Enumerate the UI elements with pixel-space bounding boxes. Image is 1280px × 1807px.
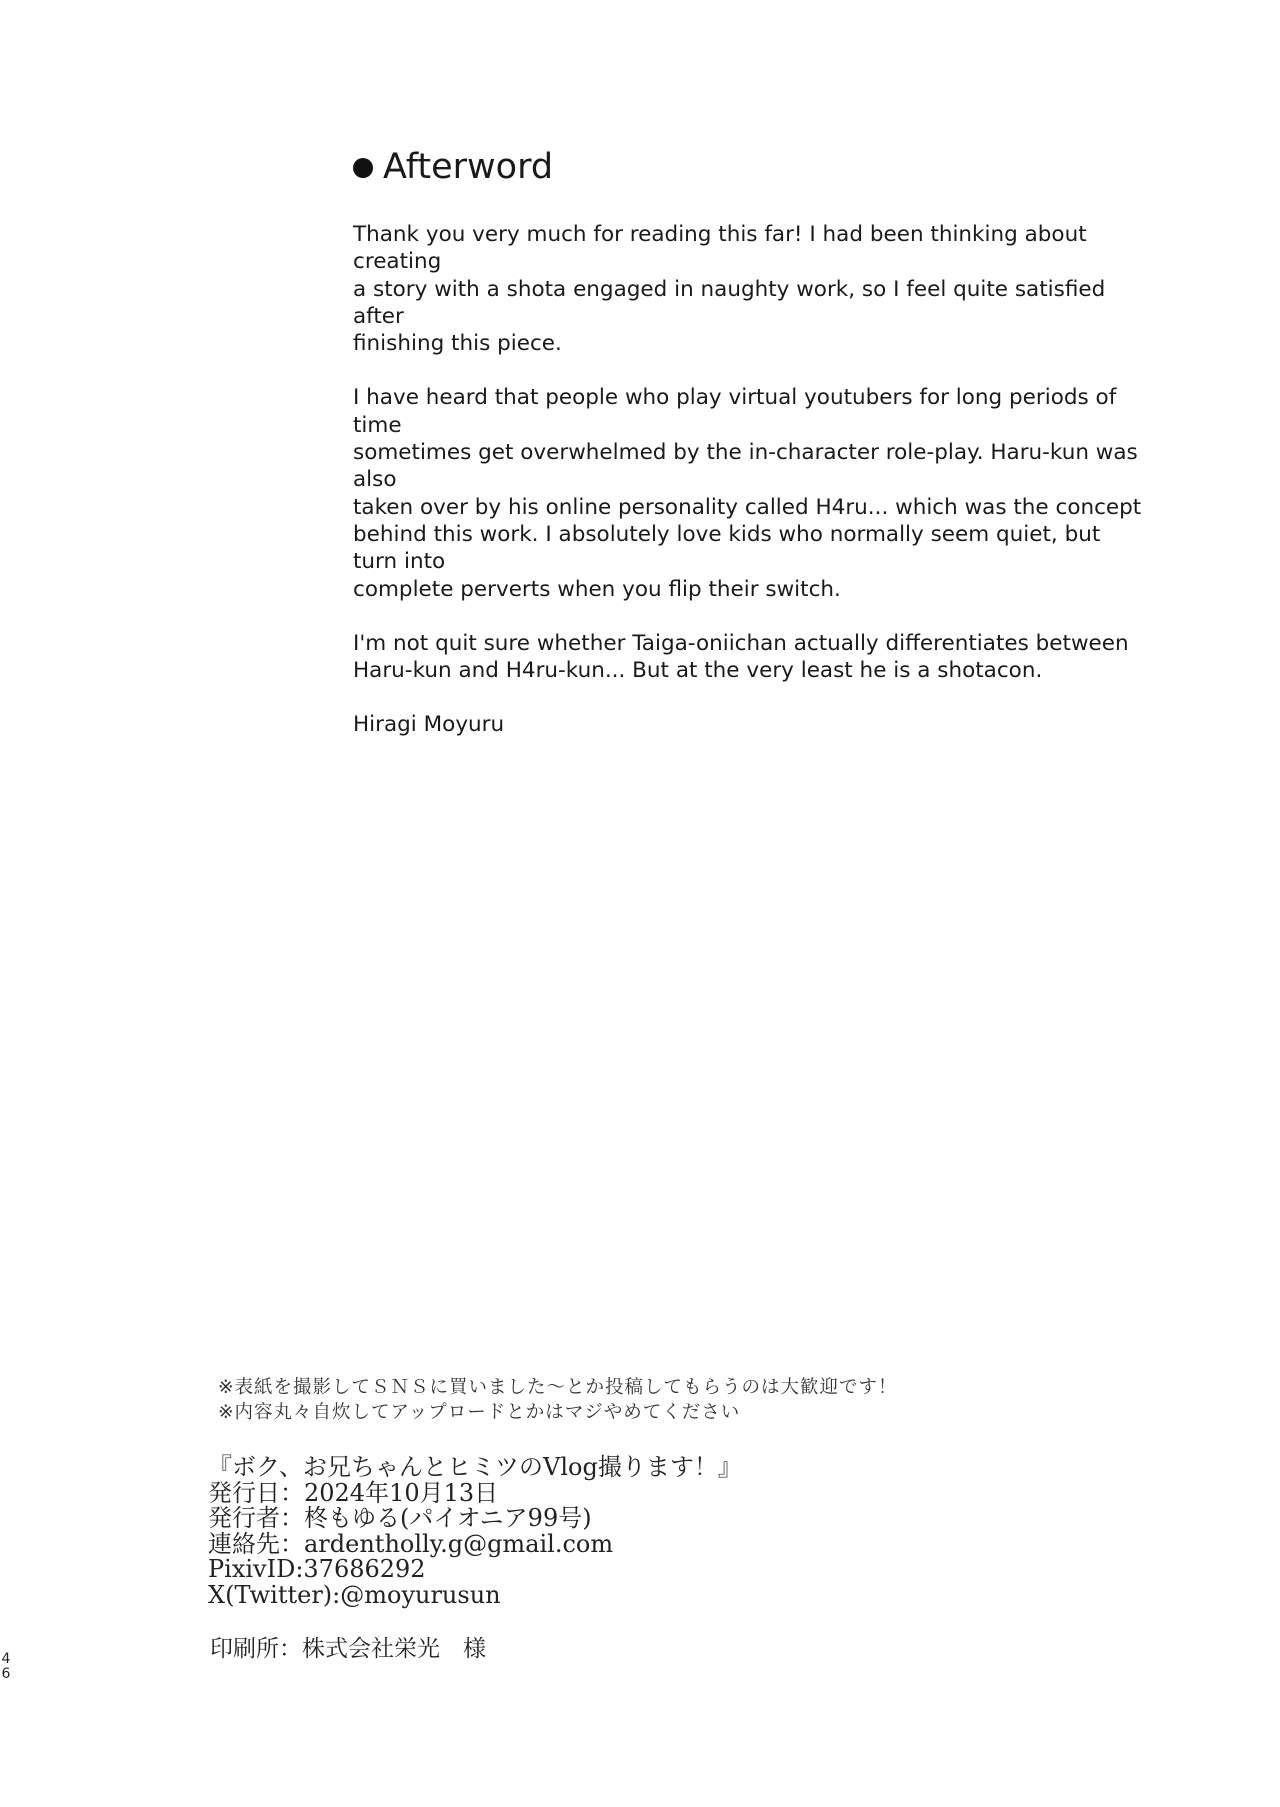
afterword-paragraph-2: I have heard that people who play virtual youtubers for long periods of time sometimes get overwhelmed by the in-character role-play. Haru-kun was also taken over by his online personality called H4ru... which was the concept behind this work. I absolutely love kids who normally seem quiet, but turn into complete perverts when you flip their switch.	[353, 385, 1142, 602]
colophon-title: 『ボク、お兄ちゃんとヒミツのVlog撮ります！』	[208, 1453, 742, 1481]
author-signature: Hiragi Moyuru	[353, 712, 505, 738]
colophon-contact: 連絡先：ardentholly.g@gmail.com	[208, 1529, 614, 1558]
colophon-date: 発行日：2024年10月13日	[208, 1478, 499, 1507]
printer-line: 印刷所：株式会社栄光 様	[210, 1636, 486, 1662]
colophon-pixiv: PixivID:37686292	[208, 1555, 426, 1584]
afterword-section	[353, 147, 1143, 738]
afterword-paragraph-3: I'm not quit sure whether Taiga-oniichan actually differentiates between Haru-kun and H4ru-kun... But at the very least he is a shotacon.	[353, 630, 1129, 684]
note-line-1: ※表紙を撮影してＳＮＳに買いました〜とか投稿してもらうのは大歓迎です！	[218, 1377, 898, 1398]
colophon	[208, 1455, 742, 1609]
afterword-paragraph-1: Thank you very much for reading this far! I had been thinking about creating a story with a shota engaged in naughty work, so I feel quite satisfied after finishing this piece.	[353, 222, 1106, 357]
notes-block	[218, 1375, 898, 1425]
page-number-digit-2: 6	[1, 1666, 11, 1682]
colophon-twitter: X(Twitter):@moyurusun	[208, 1580, 501, 1609]
page-number	[0, 1652, 12, 1682]
colophon-publisher: 発行者：柊もゆる(パイオニア99号)	[208, 1504, 592, 1533]
bullet-icon	[353, 158, 373, 178]
afterword-heading	[353, 147, 1143, 187]
note-line-2: ※内容丸々自炊してアップロードとかはマジやめてください	[218, 1402, 741, 1423]
page-number-digit-1: 4	[1, 1651, 11, 1667]
afterword-title: Afterword	[383, 147, 554, 187]
